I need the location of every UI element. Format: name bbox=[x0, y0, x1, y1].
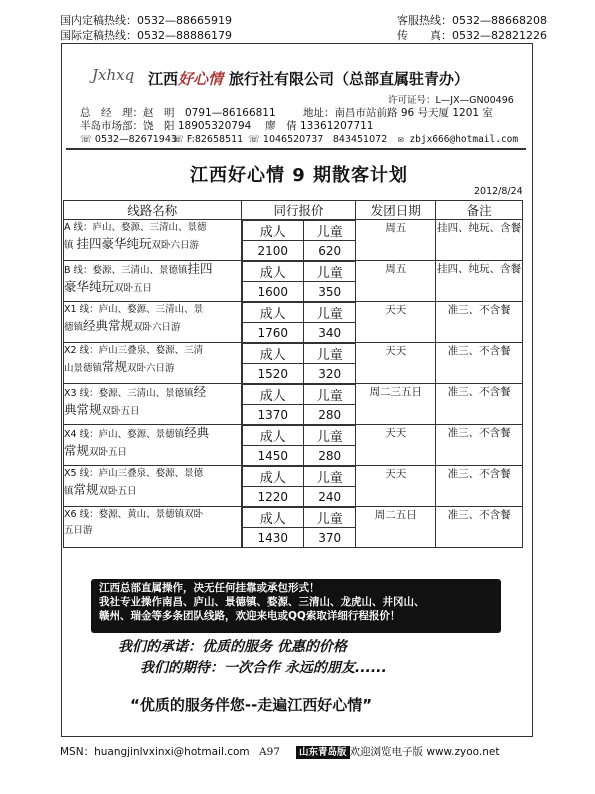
route-tail: 双卧六日游 bbox=[127, 363, 175, 374]
domestic-hotline: 国内定稿热线：0532—88665919 bbox=[60, 14, 232, 27]
bandao-market: 半岛市场部：饶 阳 18905320794 廖 倩 13361207711 bbox=[80, 120, 374, 132]
table-header-row bbox=[64, 201, 523, 220]
price-cell bbox=[241, 343, 356, 384]
adult-price: 1450 bbox=[242, 446, 304, 466]
route-cell bbox=[64, 466, 242, 507]
child-label: 儿童 bbox=[304, 262, 356, 282]
depart-cell: 天天 bbox=[356, 425, 436, 466]
route-tail: 双卧五日 bbox=[89, 447, 128, 458]
adult-label: 成人 bbox=[242, 303, 304, 323]
depart-cell: 天天 bbox=[356, 466, 436, 507]
adult-price: 1600 bbox=[242, 282, 304, 302]
route-tail: 双卧五日 bbox=[101, 406, 140, 417]
child-price: 280 bbox=[304, 405, 356, 425]
slogan: “优质的服务伴您--走遍江西好心情” bbox=[130, 696, 373, 714]
adult-price: 1760 bbox=[242, 323, 304, 343]
price-cell bbox=[241, 425, 356, 466]
company-name-prefix: 江西 bbox=[148, 70, 179, 88]
child-label: 儿童 bbox=[304, 221, 356, 241]
price-cell bbox=[241, 507, 356, 548]
route-cell bbox=[64, 261, 242, 302]
adult-price: 1520 bbox=[242, 364, 304, 384]
table-row bbox=[64, 261, 523, 302]
route-cell bbox=[64, 220, 242, 261]
footer-brand: 山东青岛版 bbox=[296, 746, 350, 759]
banner-line-2: 我社专业操作南昌、庐山、景德镇、婺源、三清山、龙虎山、井冈山、 bbox=[99, 596, 425, 608]
header-note: 备注 bbox=[436, 201, 523, 220]
route-cell bbox=[64, 302, 242, 343]
intl-hotline: 国际定稿热线：0532—88886179 bbox=[60, 29, 232, 42]
adult-label: 成人 bbox=[242, 344, 304, 364]
route-emphasis-2: 豪华纯玩 bbox=[64, 279, 115, 294]
table-row bbox=[64, 425, 523, 466]
route-text-2: 五日游 bbox=[64, 525, 93, 536]
general-manager: 总 经 理：赵 明 0791—86166811 bbox=[80, 107, 276, 119]
company-qq: ☏ 1046520737 843451072 bbox=[248, 134, 388, 145]
price-cell bbox=[241, 384, 356, 425]
route-emphasis-2: 挂四豪华纯玩 bbox=[76, 236, 152, 251]
route-text-1: X3 线：婺源、三清山、景德镇 bbox=[64, 388, 194, 399]
route-text-2: 镇 bbox=[64, 486, 74, 497]
company-name bbox=[148, 68, 469, 89]
child-label: 儿童 bbox=[304, 303, 356, 323]
header-route: 线路名称 bbox=[64, 201, 242, 220]
table-row bbox=[64, 302, 523, 343]
route-text-1: X1 线：庐山、婺源、三清山、景 bbox=[64, 304, 204, 315]
depart-cell: 天天 bbox=[356, 302, 436, 343]
table-row bbox=[64, 466, 523, 507]
company-address: 地址：南昌市站前路 96 号天厦 1201 室 bbox=[303, 107, 493, 119]
depart-cell: 天天 bbox=[356, 343, 436, 384]
child-label: 儿童 bbox=[304, 426, 356, 446]
company-fax: ☏ F:82658511 bbox=[172, 134, 244, 145]
price-cell bbox=[241, 220, 356, 261]
depart-cell: 周五 bbox=[356, 220, 436, 261]
route-tail: 双卧五日 bbox=[114, 283, 153, 294]
notice-banner bbox=[91, 579, 501, 633]
route-text-1: X6 线：婺源、黄山、景德镇双卧 bbox=[64, 509, 204, 520]
footer-site-text: 欢迎浏览电子版 www.zyoo.net bbox=[349, 746, 500, 758]
adult-label: 成人 bbox=[242, 221, 304, 241]
child-price: 370 bbox=[304, 528, 356, 548]
plan-date: 2012/8/24 bbox=[474, 186, 523, 197]
child-label: 儿童 bbox=[304, 467, 356, 487]
adult-label: 成人 bbox=[242, 385, 304, 405]
depart-cell: 周五 bbox=[356, 261, 436, 302]
footer-site bbox=[296, 744, 499, 759]
table-row bbox=[64, 220, 523, 261]
promise-text: 我们的承诺：优质的服务 优惠的价格 bbox=[118, 639, 347, 655]
tour-plan-table bbox=[63, 200, 523, 548]
child-label: 儿童 bbox=[304, 344, 356, 364]
note-cell: 准三、不含餐 bbox=[436, 466, 523, 507]
route-emphasis-2: 经典常规 bbox=[83, 318, 134, 333]
route-emphasis-1: 挂四 bbox=[187, 261, 213, 276]
route-cell bbox=[64, 343, 242, 384]
company-name-highlight: 好心情 bbox=[178, 70, 224, 88]
page-title: 江西好心情 9 期散客计划 bbox=[190, 165, 409, 186]
price-cell bbox=[241, 261, 356, 302]
banner-line-1: 江西总部直属操作，决无任何挂靠或承包形式！ bbox=[99, 582, 320, 594]
depart-cell: 周二五日 bbox=[356, 507, 436, 548]
footer-page-number: A97 bbox=[259, 746, 280, 758]
note-cell: 准三、不含餐 bbox=[436, 343, 523, 384]
note-cell: 准三、不含餐 bbox=[436, 425, 523, 466]
adult-label: 成人 bbox=[242, 508, 304, 528]
company-email: ✉ zbjx666@hotmail.com bbox=[398, 134, 519, 145]
adult-price: 1370 bbox=[242, 405, 304, 425]
note-cell: 准三、不含餐 bbox=[436, 384, 523, 425]
adult-price: 1430 bbox=[242, 528, 304, 548]
child-price: 280 bbox=[304, 446, 356, 466]
fax-line: 传 真：0532—82821226 bbox=[397, 29, 547, 42]
table-row bbox=[64, 343, 523, 384]
route-text-1: X5 线：庐山三叠泉、婺源、景德 bbox=[64, 468, 204, 479]
company-name-rest: 旅行社有限公司（总部直属驻青办） bbox=[229, 70, 470, 88]
price-cell bbox=[241, 302, 356, 343]
route-text-2: 德镇 bbox=[64, 322, 84, 333]
route-tail: 双卧五日 bbox=[98, 486, 137, 497]
route-text-1: A 线：庐山、婺源、三清山、景德 bbox=[64, 222, 207, 233]
license-number: 许可证号：L—JX—GN00496 bbox=[388, 95, 514, 106]
note-cell: 挂四、纯玩、含餐 bbox=[436, 261, 523, 302]
company-logo: Jxhxq bbox=[92, 66, 135, 84]
route-text-2: 镇 bbox=[64, 240, 77, 251]
route-text-1: X4 线：庐山、婺源、景德镇 bbox=[64, 429, 185, 440]
banner-line-3: 赣州、瑞金等多条团队线路，欢迎来电或QQ索取详细行程报价！ bbox=[99, 610, 401, 622]
child-price: 350 bbox=[304, 282, 356, 302]
child-label: 儿童 bbox=[304, 508, 356, 528]
header-depart: 发团日期 bbox=[356, 201, 436, 220]
table-row bbox=[64, 384, 523, 425]
child-price: 620 bbox=[304, 241, 356, 261]
child-price: 340 bbox=[304, 323, 356, 343]
child-label: 儿童 bbox=[304, 385, 356, 405]
route-emphasis-1: 经典 bbox=[184, 425, 210, 440]
route-emphasis-2: 典常规 bbox=[64, 402, 102, 417]
header-divider bbox=[66, 148, 526, 150]
service-hotline: 客服热线：0532—88668208 bbox=[397, 14, 547, 27]
child-price: 240 bbox=[304, 487, 356, 507]
route-emphasis-2: 常规 bbox=[64, 443, 90, 458]
route-cell bbox=[64, 384, 242, 425]
route-cell bbox=[64, 507, 242, 548]
adult-price: 1220 bbox=[242, 487, 304, 507]
header-price: 同行报价 bbox=[241, 201, 356, 220]
route-tail: 双卧六日游 bbox=[151, 240, 200, 251]
adult-price: 2100 bbox=[242, 241, 304, 261]
depart-cell: 周二三五日 bbox=[356, 384, 436, 425]
table-row bbox=[64, 507, 523, 548]
expect-text: 我们的期待：一次合作 永远的朋友...... bbox=[140, 660, 387, 676]
route-text-1: X2 线：庐山三叠泉、婺源、三清 bbox=[64, 345, 204, 356]
route-emphasis-1: 经 bbox=[193, 384, 207, 399]
child-price: 320 bbox=[304, 364, 356, 384]
route-cell bbox=[64, 425, 242, 466]
note-cell: 准三、不含餐 bbox=[436, 302, 523, 343]
adult-label: 成人 bbox=[242, 467, 304, 487]
route-tail: 双卧六日游 bbox=[133, 322, 181, 333]
route-emphasis-2: 常规 bbox=[102, 359, 128, 374]
route-emphasis-2: 常规 bbox=[73, 482, 99, 497]
footer-msn: MSN：huangjinlvxinxi@hotmail.com bbox=[60, 746, 250, 758]
adult-label: 成人 bbox=[242, 262, 304, 282]
note-cell: 准三、不含餐 bbox=[436, 507, 523, 548]
adult-label: 成人 bbox=[242, 426, 304, 446]
route-text-2: 山景德镇 bbox=[64, 363, 103, 374]
company-phone: ☏ 0532—82671943 bbox=[80, 134, 177, 145]
route-text-1: B 线：婺源、三清山、景德镇 bbox=[64, 265, 188, 276]
price-cell bbox=[241, 466, 356, 507]
note-cell: 挂四、纯玩、含餐 bbox=[436, 220, 523, 261]
